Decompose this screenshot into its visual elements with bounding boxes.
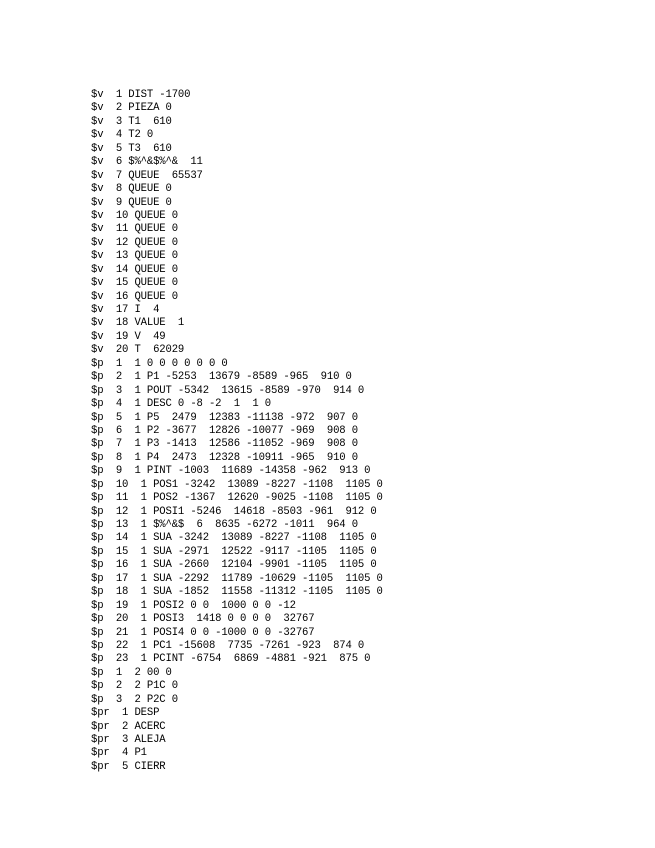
listing-line: $p 2 2 P1C 0	[91, 680, 178, 693]
listing-line: $pr 4 P1	[91, 747, 147, 760]
listing-line: $v 1 DIST -1700	[91, 89, 191, 101]
listing-line: $pr 5 CIERR	[91, 760, 166, 773]
listing-line: $p 7 1 P3 -1413 12586 -11052 -969 908 0	[91, 438, 358, 451]
listing-line: $p 10 1 POS1 -3242 13089 -8227 -1108 1105 0	[91, 478, 383, 491]
listing-line: $v 20 T 62029	[91, 344, 185, 357]
listing-line: $p 21 1 POSI4 0 0 -1000 0 0 -32767	[91, 626, 315, 639]
listing-line: $v 2 PIEZA 0	[91, 102, 172, 115]
listing-line: $p 17 1 SUA -2292 11789 -10629 -1105 1105 0	[91, 572, 383, 585]
listing-line: $v 5 T3 610	[91, 142, 172, 155]
listing-line: $p 15 1 SUA -2971 12522 -9117 -1105 1105 0	[91, 545, 377, 558]
listing-line: $v 11 QUEUE 0	[91, 223, 178, 236]
listing-line: $v 16 QUEUE 0	[91, 290, 178, 303]
listing-line: $v 3 T1 610	[91, 115, 172, 128]
listing-line: $v 8 QUEUE 0	[91, 183, 172, 196]
listing-line: $v 7 QUEUE 65537	[91, 169, 203, 182]
listing-line: $v 14 QUEUE 0	[91, 263, 178, 276]
listing-line: $p 5 1 P5 2479 12383 -11138 -972 907 0	[91, 411, 358, 424]
listing-line: $p 2 1 P1 -5253 13679 -8589 -965 910 0	[91, 371, 352, 384]
listing-line: $pr 1 DESP	[91, 707, 160, 720]
listing-line: $v 13 QUEUE 0	[91, 250, 178, 263]
listing-line: $p 20 1 POSI3 1418 0 0 0 0 32767	[91, 613, 315, 626]
listing-line: $p 11 1 POS2 -1367 12620 -9025 -1108 1105 0	[91, 492, 383, 505]
listing-line: $p 3 1 POUT -5342 13615 -8589 -970 914 0	[91, 384, 365, 397]
listing-line: $pr 2 ACERC	[91, 720, 166, 733]
listing-line: $v 10 QUEUE 0	[91, 209, 178, 222]
listing-line: $v 9 QUEUE 0	[91, 196, 172, 209]
listing-line: $p 23 1 PCINT -6754 6869 -4881 -921 875 0	[91, 653, 371, 666]
listing-line: $p 1 2 00 0	[91, 666, 172, 679]
listing-line: $v 6 $%^&$%^& 11	[91, 156, 203, 169]
listing-line: $v 19 V 49	[91, 330, 166, 343]
listing-line: $p 3 2 P2C 0	[91, 693, 178, 706]
listing-line: $v 15 QUEUE 0	[91, 277, 178, 290]
listing-line: $p 12 1 POSI1 -5246 14618 -8503 -961 912 0	[91, 505, 377, 518]
listing-line: $v 4 T2 0	[91, 129, 154, 142]
listing-line: $v 17 I 4	[91, 304, 160, 316]
program-listing	[91, 89, 383, 774]
listing-line: $p 18 1 SUA -1852 11558 -11312 -1105 1105 0	[91, 586, 383, 599]
listing-line: $v 18 VALUE 1	[91, 317, 185, 330]
listing-line: $v 12 QUEUE 0	[91, 236, 178, 249]
listing-line: $p 8 1 P4 2473 12328 -10911 -965 910 0	[91, 451, 358, 464]
listing-line: $pr 3 ALEJA	[91, 734, 166, 746]
listing-line: $p 9 1 PINT -1003 11689 -14358 -962 913 0	[91, 465, 371, 478]
listing-line: $p 16 1 SUA -2660 12104 -9901 -1105 1105 0	[91, 559, 377, 572]
listing-line: $p 14 1 SUA -3242 13089 -8227 -1108 1105 0	[91, 532, 377, 545]
listing-line: $p 4 1 DESC 0 -8 -2 1 1 0	[91, 398, 272, 411]
listing-line: $p 22 1 PC1 -15608 7735 -7261 -923 874 0	[91, 639, 365, 652]
listing-line: $p 13 1 $%^&$ 6 8635 -6272 -1011 964 0	[91, 519, 358, 531]
listing-line: $p 19 1 POSI2 0 0 1000 0 0 -12	[91, 599, 296, 612]
listing-line: $p 6 1 P2 -3677 12826 -10077 -969 908 0	[91, 424, 358, 437]
listing-line: $p 1 1 0 0 0 0 0 0 0	[91, 357, 228, 370]
